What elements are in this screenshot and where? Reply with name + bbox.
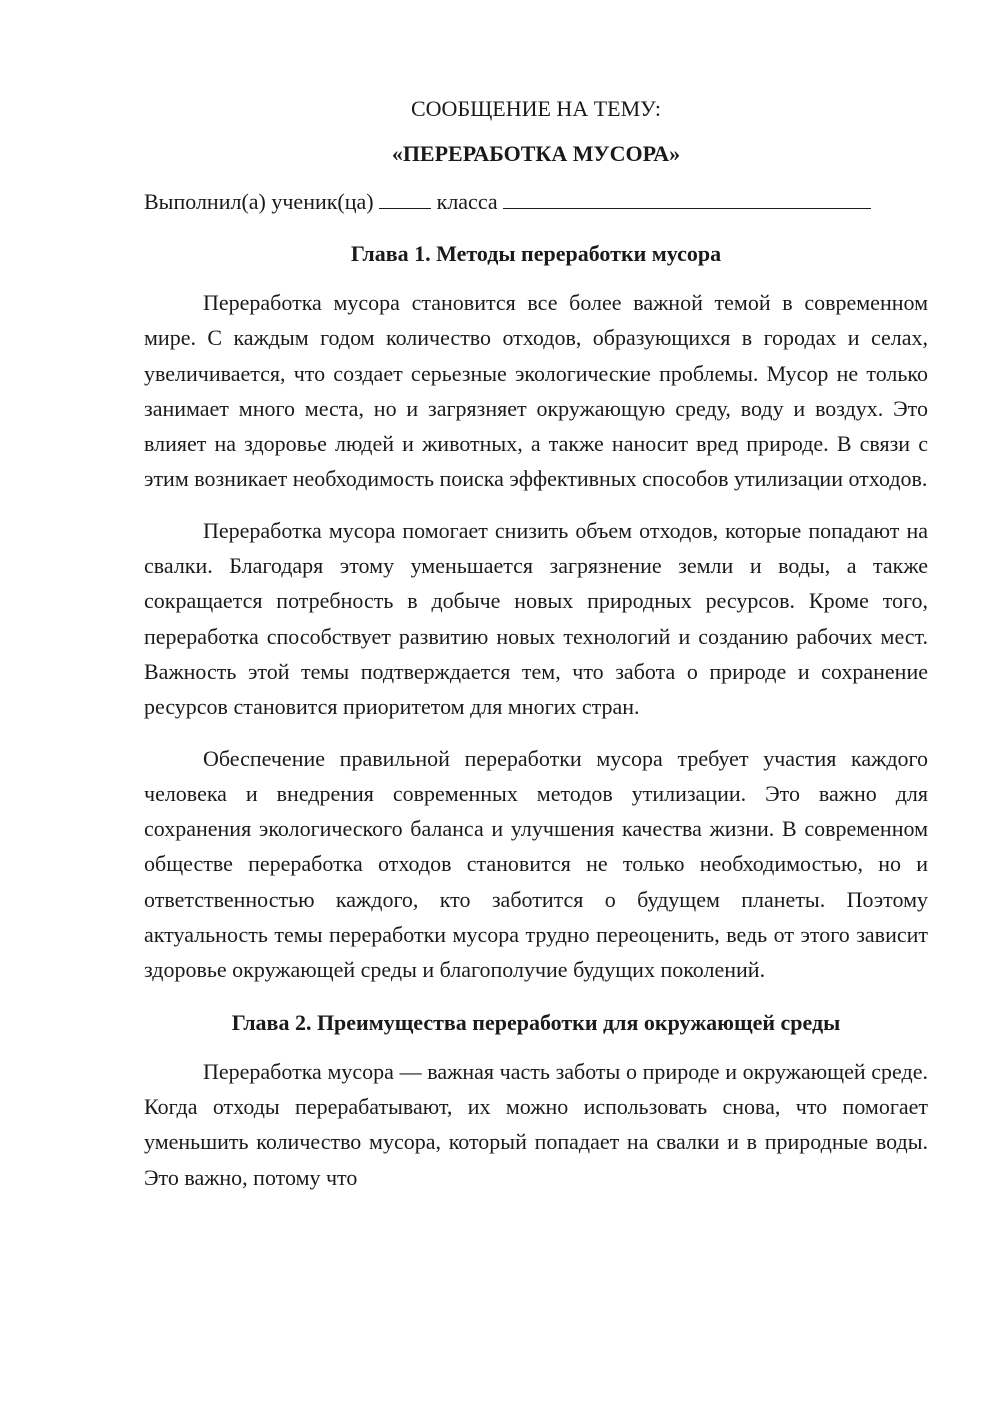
document-page bbox=[144, 95, 928, 1195]
chapter-2-paragraph: Переработка мусора — важная часть заботы о природе и окружающей среде. Когда отходы перерабатывают, их можно использовать снова, что помогает уменьшить количество мусора, который попадает на свалки и в природные воды. Это важно, потому что bbox=[144, 1058, 928, 1190]
document-title-line-2: «ПЕРЕРАБОТКА МУСОРА» bbox=[391, 141, 681, 166]
author-line bbox=[144, 187, 928, 217]
chapter-2-heading: Глава 2. Преимущества переработки для окружающей среды bbox=[231, 1009, 841, 1035]
student-name-blank bbox=[503, 190, 871, 209]
class-number-blank bbox=[379, 190, 431, 209]
chapter-1-paragraph: Переработка мусора становится все более важной темой в современном мире. С каждым годом количество отходов, образующихся в городах и селах, увеличивается, что создает серьезные экологические проблемы. Мусор не только занимает много места, но и загрязняет окружающую среду, воду и воздух. Это влияет на здоровье людей и животных, а также наносит вред природе. В связи с этим возникает необходимость поиска эффективных способов утилизации отходов. bbox=[144, 290, 928, 492]
class-label: класса bbox=[436, 189, 498, 214]
chapter-1-heading: Глава 1. Методы переработки мусора bbox=[350, 241, 722, 266]
chapter-1-paragraph: Переработка мусора помогает снизить объем отходов, которые попадают на свалки. Благодаря этому уменьшается загрязнение земли и воды, а также сокращается потребность в добыче новых природных ресурсов. Кроме того, переработка способствует развитию новых технологий и созданию рабочих мест. Важность этой темы подтверждается тем, что забота о природе и сохранение ресурсов становится приоритетом для многих стран. bbox=[144, 517, 928, 720]
chapter-1-paragraph: Обеспечение правильной переработки мусора требует участия каждого человека и внедрения современных методов утилизации. Это важно для сохранения экологического баланса и улучшения качества жизни. В современном обществе переработка отходов становится не только необходимостью, но и ответственностью каждого, кто заботится о будущем планеты. Поэтому актуальность темы переработки мусора трудно переоценить, ведь от этого зависит здоровье окружающей среды и благополучие будущих поколений. bbox=[144, 745, 928, 983]
document-title-line-1: СООБЩЕНИЕ НА ТЕМУ: bbox=[411, 96, 661, 121]
author-label: Выполнил(а) ученик(ца) bbox=[144, 189, 374, 214]
